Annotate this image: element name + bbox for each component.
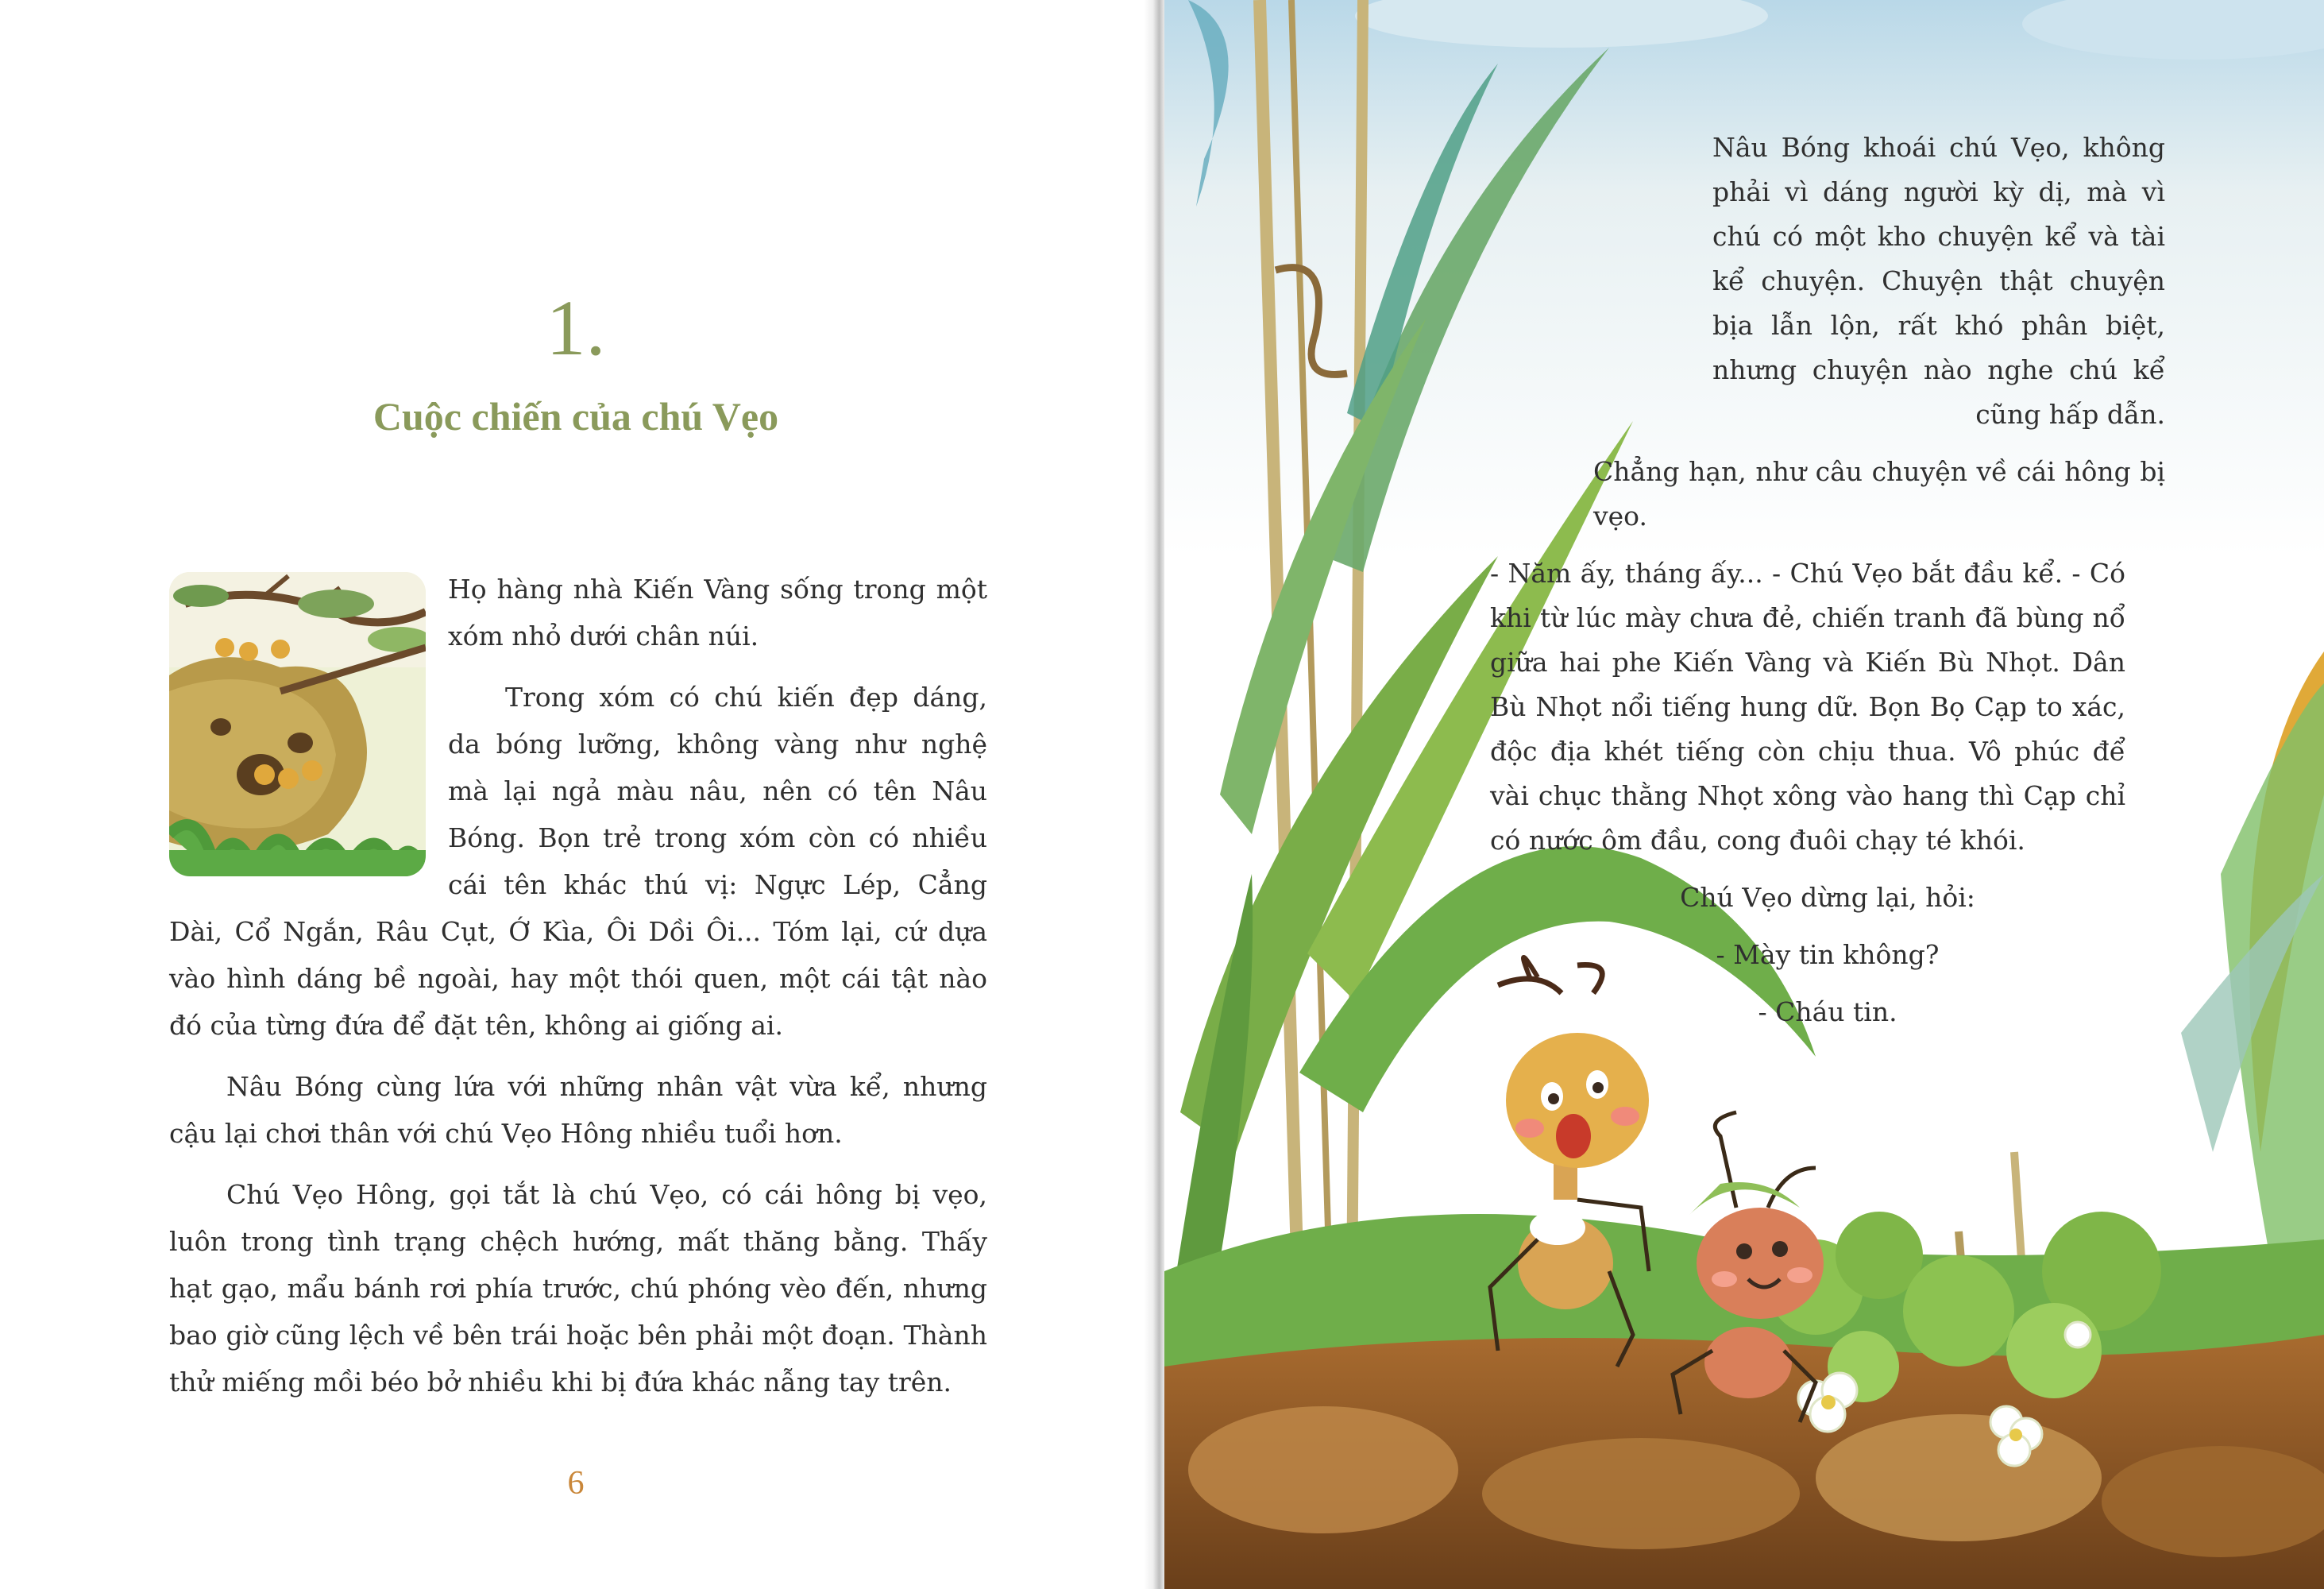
book-gutter: [1144, 0, 1164, 1589]
left-page: [0, 0, 1144, 1589]
left-body-text: [169, 566, 987, 1420]
page-number: 6: [567, 1465, 585, 1502]
ant-nest-illustration: [169, 572, 426, 876]
dialogue-question: - Mày tin không?: [1716, 939, 1940, 970]
dialogue-answer: - Cháu tin.: [1758, 996, 1897, 1027]
chapter-number: 1.: [546, 284, 606, 372]
paragraph-1: Họ hàng nhà Kiến Vàng sống trong một xóm nhỏ dưới chân núi.: [448, 574, 987, 651]
paragraph-3: Nâu Bóng cùng lứa với những nhân vật vừa kể, nhưng cậu lại chơi thân với chú Vẹo Hông nhiều tuổi hơn.: [169, 1071, 987, 1149]
chapter-title: Cuộc chiến của chú Vẹo: [373, 394, 779, 439]
right-paragraph-1: Nâu Bóng khoái chú Vẹo, không phải vì dáng người kỳ dị, mà vì chú có một kho chuyện kể và tài kể chuyện. Chuyện thật chuyện bịa lẫn lộn, rất khó phân biệt, nhưng chuyện nào nghe chú kể cũng hấp dẫn.: [1712, 132, 2165, 430]
right-paragraph-3: - Năm ấy, tháng ấy... - Chú Vẹo bắt đầu kể. - Có khi từ lúc mày chưa đẻ, chiến tranh đã bùng nổ giữa hai phe Kiến Vàng và Kiến Bù Nhọt. Dân Bù Nhọt nổi tiếng hung dữ. Bọn Bọ Cạp to xác, độc địa khét tiếng còn chịu thua. Vô phúc để vài chục thằng Nhọt xông vào hang thì Cạp chỉ có nước ôm đầu, cong đuôi chạy té khói.: [1490, 558, 2125, 856]
right-page: [1164, 0, 2324, 1589]
paragraph-2: Trong xóm có chú kiến đẹp dáng, da bóng lưỡng, không vàng như nghệ mà lại ngả màu nâu, nên có tên Nâu Bóng. Bọn trẻ trong xóm còn có nhiều cái tên khác thú vị: Ngực Lép, Cẳng Dài, Cổ Ngắn, Râu Cụt, Ớ Kìa, Ôi Dồi Ôi... Tóm lại, cứ dựa vào hình dáng bề ngoài, hay một thói quen, một cái tật nào đó của từng đứa để đặt tên, không ai giống ai.: [169, 682, 987, 1041]
paragraph-4: Chú Vẹo Hông, gọi tắt là chú Vẹo, có cái hông bị vẹo, luôn trong tình trạng chệch hướng, mất thăng bằng. Thấy hạt gạo, mẩu bánh rơi phía trước, chú phóng vèo đến, nhưng bao giờ cũng lệch về bên trái hoặc bên phải một đoạn. Thành thử miếng mồi béo bở nhiều khi bị đứa khác nẫng tay trên.: [169, 1179, 987, 1398]
right-paragraph-4: Chú Vẹo dừng lại, hỏi:: [1680, 882, 1975, 913]
right-body-text: [1490, 126, 2165, 1047]
right-paragraph-2: Chẳng hạn, như câu chuyện về cái hông bị vẹo.: [1593, 456, 2165, 532]
